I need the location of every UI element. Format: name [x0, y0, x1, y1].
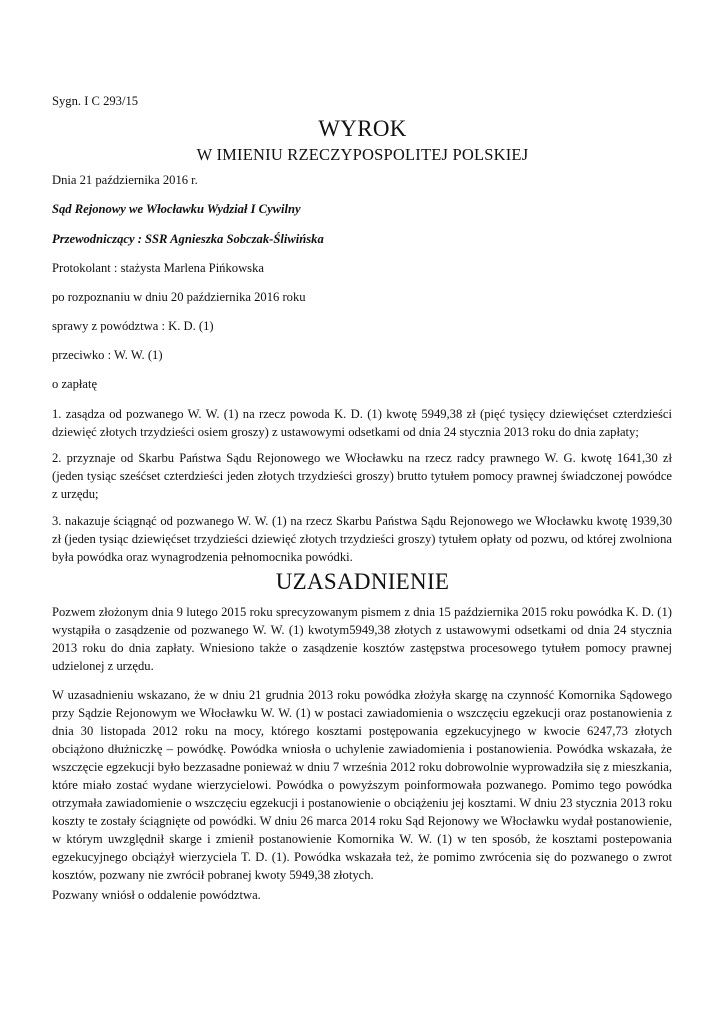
court-name: Sąd Rejonowy we Włocławku Wydział I Cywilny — [52, 202, 301, 216]
judgment-subtitle: W IMIENIU RZECZYPOSPOLITEJ POLSKIEJ — [196, 145, 529, 164]
justification-title: UZASADNIENIE — [275, 569, 450, 594]
presiding-judge: Przewodniczący : SSR Agnieszka Sobczak-Śliwińska — [52, 232, 324, 246]
ruling-item: 2. przyznaje od Skarbu Państwa Sądu Rejonowego we Włocławku na rzecz radcy prawnego W. G. kwotę 1641,30 zł (jeden tysiąc sześćset czterdzieści jeden złotych trzydzieści groszy) brutto tytułem pomocy prawnej świadczonej powódce z urzędu; — [52, 451, 672, 501]
hearing-date: po rozpoznaniu w dniu 20 października 2016 roku — [52, 290, 306, 304]
case-subject: o zapłatę — [52, 377, 98, 391]
justification-paragraph: W uzasadnieniu wskazano, że w dniu 21 grudnia 2013 roku powódka złożyła skargę na czynność Komornika Sądowego przy Sądzie Rejonowym we Włocławku W. W. (1) w postaci zawiadomienia o wszczęciu egzekucji oraz postanowienia z dnia 30 listopada 2012 roku na mocy, którego kosztami postępowania egzekucyjnego w kwocie 6247,73 złotych obciążono dłużniczkę – powódkę. Powódka wniosła o uchylenie zawiadomienia i postanowienia. Powódka wskazała, że wszczęcie egzekucji było bezzasadne ponieważ w dniu 7 września 2012 roku dobrowolnie wyprowadziła się z mieszkania, które miało zostać wydane wierzycielowi. Powódka o powyższym poinformowała pozwanego. Pomimo tego powódka otrzymała zawiadomienie o wszczęciu egzekucji i postanowienie o obciążeniu jej kosztami. W dniu 23 stycznia 2013 roku koszty te zostały ściągnięte od powódki. W dniu 26 marca 2014 roku Sąd Rejonowy we Włocławku wydał postanowienie, w którym uwzględnił skarge i zmienił postanowienie Komornika W. W. (1) w ten sposób, że kosztami postepowania egzekucyjnego obciążył wierzyciela T. D. (1). Powódka wskazała też, że pomimo zwrócenia się do pozwanego o zwrot kosztów, pozwany nie zwrócił pobranej kwoty 5949,38 złotych. — [52, 688, 672, 882]
judgment-date: Dnia 21 października 2016 r. — [52, 173, 198, 187]
justification-paragraph: Pozwem złożonym dnia 9 lutego 2015 roku sprecyzowanym pismem z dnia 15 października 2015 roku powódka K. D. (1) wystąpiła o zasądzenie od pozwanego W. W. (1) kwotym5949,38 złotych z ustawowymi odsetkami od dnia 24 stycznia 2013 roku do dnia zapłaty. Wniesiono także o zasądzenie kosztów zastępstwa procesowego tytułem pomocy prawnej udzielonej z urzędu. — [52, 605, 672, 673]
justification-paragraph: Pozwany wniósł o oddalenie powództwa. — [52, 888, 261, 902]
ruling-item: 3. nakazuje ściągnąć od pozwanego W. W. (1) na rzecz Skarbu Państwa Sądu Rejonowego we Włocławku kwotę 1939,30 zł (jeden tysiąc dziewięćset trzydzieści dziewięć złotych trzydzieści groszy) tytułem opłaty od pozwu, od której zwolniona była powódka oraz wynagrodzenia pełnomocnika powódki. — [52, 514, 672, 564]
case-signature: Sygn. I C 293/15 — [52, 94, 139, 108]
defendant-line: przeciwko : W. W. (1) — [52, 348, 163, 362]
ruling-item: 1. zasądza od pozwanego W. W. (1) na rzecz powoda K. D. (1) kwotę 5949,38 zł (pięć tysięcy dziewięćset czterdzieści dziewięć złotych trzydzieści osiem groszy) z ustawowymi odsetkami od dnia 24 stycznia 2013 roku do dnia zapłaty; — [52, 407, 672, 439]
judgment-title: WYROK — [318, 116, 407, 141]
court-clerk: Protokolant : stażysta Marlena Pińkowska — [52, 261, 264, 275]
plaintiff-line: sprawy z powództwa : K. D. (1) — [52, 319, 214, 333]
